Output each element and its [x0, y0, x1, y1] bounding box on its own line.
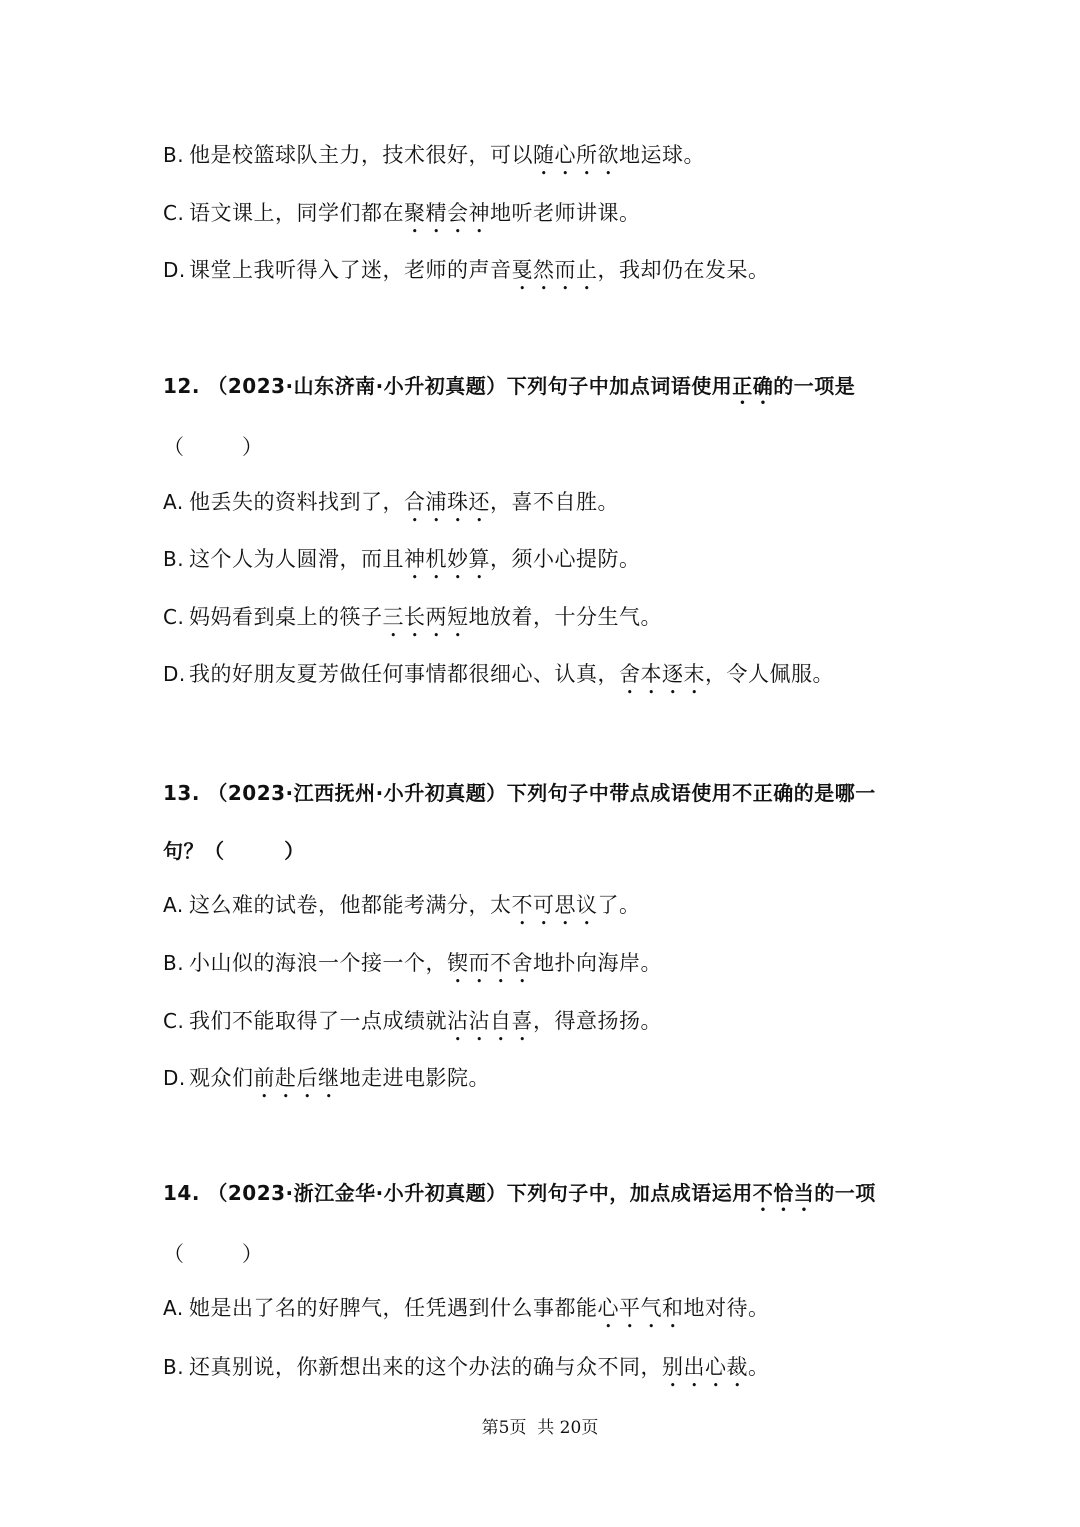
q13-option-d: D. 观众们前赴后继地走进电影院。 — [163, 1066, 490, 1090]
dotted-idiom: 随心所欲 — [533, 143, 619, 167]
q14-option-a: A. 她是出了名的好脾气，任凭遇到什么事都能心平气和地对待。 — [163, 1296, 770, 1320]
dotted-idiom: 别出心裁 — [662, 1355, 748, 1379]
dotted-idiom: 神机妙算 — [404, 547, 490, 571]
q12-option-b: B. 这个人为人圆滑，而且神机妙算，须小心提防。 — [163, 547, 641, 571]
dotted-idiom: 舍本逐末 — [619, 662, 705, 686]
q12-answer-blank: （ ） — [163, 435, 264, 459]
q11-option-c: C. 语文课上，同学们都在聚精会神地听老师讲课。 — [163, 201, 641, 225]
q13-option-a: A. 这么难的试卷，他都能考满分，太不可思议了。 — [163, 893, 641, 917]
dotted-idiom: 不可思议 — [511, 893, 598, 917]
dotted-word: 不恰当 — [752, 1181, 815, 1205]
dotted-idiom: 心平气和 — [597, 1296, 684, 1320]
q12-stem: 12. （2023·山东济南·小升初真题）下列句子中加点词语使用正确的一项是 — [163, 374, 856, 398]
dotted-idiom: 前赴后继 — [253, 1066, 340, 1090]
q11-option-d: D. 课堂上我听得入了迷，老师的声音戛然而止，我却仍在发呆。 — [163, 258, 770, 282]
q12-option-d: D. 我的好朋友夏芳做任何事情都很细心、认真，舍本逐末，令人佩服。 — [163, 662, 834, 686]
q13-option-b: B. 小山似的海浪一个接一个，锲而不舍地扑向海岸。 — [163, 951, 662, 975]
dotted-idiom: 合浦珠还 — [404, 490, 490, 514]
page-footer: 第5页 共 20页 — [481, 1418, 599, 1438]
dotted-idiom: 聚精会神 — [404, 201, 490, 225]
q13-stem-line2: 句？（ ） — [163, 839, 305, 863]
dotted-idiom: 锲而不舍 — [447, 951, 533, 975]
q13-stem-line1: 13. （2023·江西抚州·小升初真题）下列句子中带点成语使用不正确的是哪一 — [163, 781, 876, 805]
dotted-word: 正确 — [732, 374, 774, 398]
dotted-idiom: 三长两短 — [382, 605, 469, 629]
q11-option-b: B. 他是校篮球队主力，技术很好，可以随心所欲地运球。 — [163, 143, 705, 167]
q12-option-a: A. 他丢失的资料找到了，合浦珠还，喜不自胜。 — [163, 490, 619, 514]
dotted-idiom: 戛然而止 — [511, 258, 598, 282]
q14-option-b: B. 还真别说，你新想出来的这个办法的确与众不同，别出心裁。 — [163, 1355, 770, 1379]
q14-stem: 14. （2023·浙江金华·小升初真题）下列句子中，加点成语运用不恰当的一项 — [163, 1181, 876, 1205]
q12-option-c: C. 妈妈看到桌上的筷子三长两短地放着，十分生气。 — [163, 605, 662, 629]
q13-option-c: C. 我们不能取得了一点成绩就沾沾自喜，得意扬扬。 — [163, 1009, 662, 1033]
q14-answer-blank: （ ） — [163, 1242, 264, 1266]
dotted-idiom: 沾沾自喜 — [447, 1009, 533, 1033]
